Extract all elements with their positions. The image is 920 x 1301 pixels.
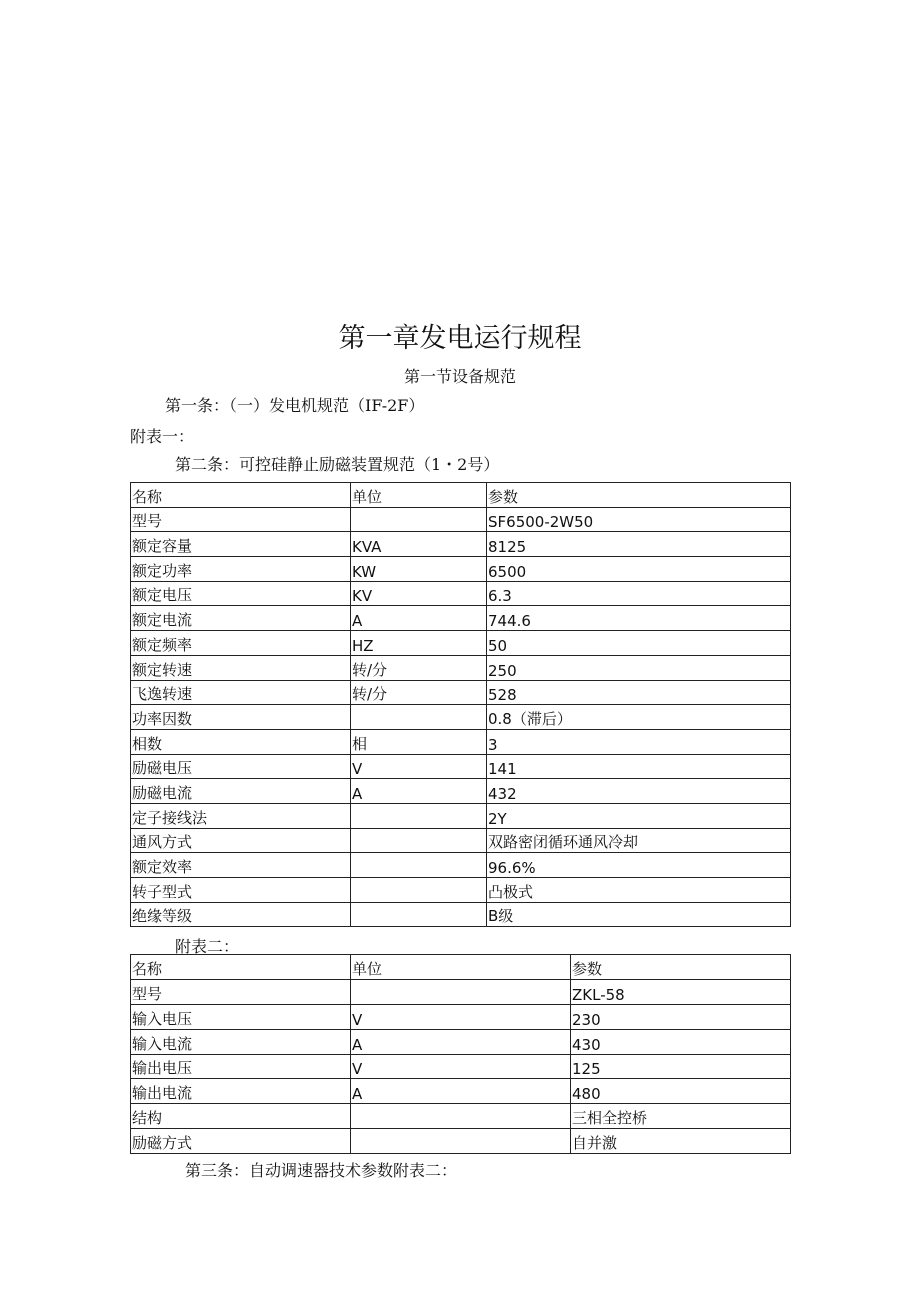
chapter-title: 第一章发电运行规程 xyxy=(338,323,582,354)
cell-name: 额定电流 xyxy=(131,606,351,631)
cell-param: 凸极式 xyxy=(487,878,791,903)
cell-name: 励磁电流 xyxy=(131,779,351,804)
cell-unit: V xyxy=(351,1004,571,1029)
cell-param: 2Y xyxy=(487,803,791,828)
excitation-spec-table xyxy=(130,954,791,1154)
cell-unit: 转/分 xyxy=(351,655,487,680)
table-row xyxy=(131,606,791,631)
cell-param: 141 xyxy=(487,754,791,779)
table-row xyxy=(131,1079,791,1104)
cell-param: 3 xyxy=(487,729,791,754)
cell-param: 双路密闭循环通风冷却 xyxy=(487,828,791,853)
table-row xyxy=(131,853,791,878)
table-row xyxy=(131,828,791,853)
table-header-row xyxy=(131,955,791,980)
header-unit: 单位 xyxy=(351,955,571,980)
cell-unit xyxy=(351,979,571,1004)
table-row xyxy=(131,1104,791,1129)
cell-param: 三相全控桥 xyxy=(571,1104,791,1129)
cell-unit xyxy=(351,853,487,878)
cell-param: 0.8（滞后） xyxy=(487,705,791,730)
cell-unit: 相 xyxy=(351,729,487,754)
table-row xyxy=(131,705,791,730)
table-row xyxy=(131,1029,791,1054)
cell-unit: A xyxy=(351,779,487,804)
cell-unit: KW xyxy=(351,557,487,582)
cell-unit xyxy=(351,705,487,730)
cell-param: 230 xyxy=(571,1004,791,1029)
cell-name: 型号 xyxy=(131,979,351,1004)
cell-unit: KVA xyxy=(351,532,487,557)
cell-name: 额定功率 xyxy=(131,557,351,582)
table-row xyxy=(131,507,791,532)
cell-name: 励磁方式 xyxy=(131,1129,351,1154)
cell-name: 功率因数 xyxy=(131,705,351,730)
cell-param: 430 xyxy=(571,1029,791,1054)
cell-param: ZKL-58 xyxy=(571,979,791,1004)
table-row xyxy=(131,631,791,656)
cell-unit: A xyxy=(351,606,487,631)
cell-unit: V xyxy=(351,1054,571,1079)
section-title: 第一节设备规范 xyxy=(403,367,516,386)
article-1-heading: 第一条：（一）发电机规范（IF-2F） xyxy=(165,396,425,415)
cell-unit: 转/分 xyxy=(351,680,487,705)
cell-param: 50 xyxy=(487,631,791,656)
cell-param: 480 xyxy=(571,1079,791,1104)
cell-name: 型号 xyxy=(131,507,351,532)
table-header-row xyxy=(131,483,791,508)
header-param: 参数 xyxy=(571,955,791,980)
cell-unit: HZ xyxy=(351,631,487,656)
table-row xyxy=(131,557,791,582)
cell-param: 6500 xyxy=(487,557,791,582)
appendix-1-label: 附表一： xyxy=(130,427,195,446)
cell-name: 额定效率 xyxy=(131,853,351,878)
cell-unit xyxy=(351,803,487,828)
cell-unit xyxy=(351,1104,571,1129)
cell-param: 250 xyxy=(487,655,791,680)
cell-unit xyxy=(351,507,487,532)
table-row xyxy=(131,581,791,606)
cell-name: 额定电压 xyxy=(131,581,351,606)
appendix-2-label: 附表二： xyxy=(175,937,240,956)
header-unit: 单位 xyxy=(351,483,487,508)
cell-param: 744.6 xyxy=(487,606,791,631)
table-row xyxy=(131,680,791,705)
cell-param: 8125 xyxy=(487,532,791,557)
article-2-heading: 第二条：可控硅静止励磁装置规范（1・2号） xyxy=(175,455,500,474)
cell-name: 额定转速 xyxy=(131,655,351,680)
header-name: 名称 xyxy=(131,483,351,508)
cell-name: 通风方式 xyxy=(131,828,351,853)
cell-name: 励磁电压 xyxy=(131,754,351,779)
cell-param: 125 xyxy=(571,1054,791,1079)
cell-name: 转子型式 xyxy=(131,878,351,903)
table-row xyxy=(131,979,791,1004)
table-row xyxy=(131,655,791,680)
cell-name: 定子接线法 xyxy=(131,803,351,828)
cell-param: 432 xyxy=(487,779,791,804)
cell-unit: A xyxy=(351,1079,571,1104)
cell-param: SF6500-2W50 xyxy=(487,507,791,532)
cell-unit xyxy=(351,828,487,853)
cell-unit xyxy=(351,878,487,903)
header-name: 名称 xyxy=(131,955,351,980)
table-row xyxy=(131,803,791,828)
cell-unit: KV xyxy=(351,581,487,606)
table-row xyxy=(131,1004,791,1029)
header-param: 参数 xyxy=(487,483,791,508)
table-row xyxy=(131,1054,791,1079)
cell-name: 输入电流 xyxy=(131,1029,351,1054)
cell-name: 输出电压 xyxy=(131,1054,351,1079)
cell-name: 相数 xyxy=(131,729,351,754)
cell-param: 6.3 xyxy=(487,581,791,606)
cell-name: 输出电流 xyxy=(131,1079,351,1104)
table-row xyxy=(131,729,791,754)
article-3-heading: 第三条：自动调速器技术参数附表二： xyxy=(185,1161,458,1180)
cell-name: 额定容量 xyxy=(131,532,351,557)
table-row xyxy=(131,902,791,927)
cell-unit xyxy=(351,1129,571,1154)
table-row xyxy=(131,532,791,557)
cell-param: B级 xyxy=(487,902,791,927)
cell-name: 绝缘等级 xyxy=(131,902,351,927)
cell-name: 结构 xyxy=(131,1104,351,1129)
cell-unit xyxy=(351,902,487,927)
cell-name: 飞逸转速 xyxy=(131,680,351,705)
cell-name: 额定频率 xyxy=(131,631,351,656)
table-row xyxy=(131,878,791,903)
generator-spec-table xyxy=(130,482,791,927)
table-row xyxy=(131,754,791,779)
cell-param: 自并激 xyxy=(571,1129,791,1154)
table-row xyxy=(131,1129,791,1154)
cell-unit: V xyxy=(351,754,487,779)
cell-param: 96.6% xyxy=(487,853,791,878)
cell-name: 输入电压 xyxy=(131,1004,351,1029)
cell-unit: A xyxy=(351,1029,571,1054)
cell-param: 528 xyxy=(487,680,791,705)
table-row xyxy=(131,779,791,804)
